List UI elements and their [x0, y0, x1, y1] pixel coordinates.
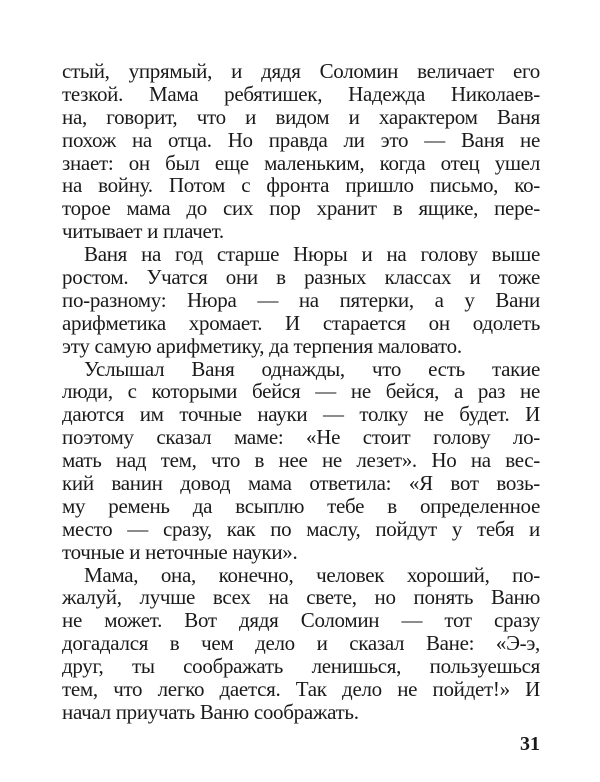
- page-number: 31: [520, 733, 540, 755]
- text-line: Ваня на год старше Нюры и на голову выше: [84, 242, 540, 267]
- text-line: эту самую арифметику, да терпения маловато.: [62, 333, 462, 358]
- text-line: по-разному: Нюра — на пятерки, а у Вани: [62, 287, 540, 312]
- text-line: на войну. Потом с фронта пришло письмо, ко-: [62, 173, 540, 198]
- text-line: Услышал Ваня однажды, что есть такие: [84, 356, 540, 381]
- text-line: тем, что легко дается. Так дело не пойдет!» И: [62, 677, 540, 702]
- text-line: похож на отца. Но правда ли это — Ваня не: [62, 127, 540, 152]
- text-line: точные и неточные науки».: [62, 539, 298, 564]
- text-line: кий ванин довод мама ответила: «Я вот возь-: [62, 471, 540, 496]
- text-line: начал приучать Ваню соображать.: [62, 699, 359, 724]
- text-line: друг, ты соображать ленишься, пользуешься: [62, 654, 540, 679]
- text-line: место — сразу, как по маслу, пойдут у тебя и: [62, 516, 540, 541]
- text-line: тезкой. Мама ребятишек, Надежда Николаев-: [62, 81, 540, 106]
- text-line: мать над тем, что в нее не лезет». Но на вес-: [62, 448, 540, 473]
- text-line: арифметика хромает. И старается он одолеть: [62, 310, 540, 335]
- text-line: догадался в чем дело и сказал Ване: «Э-э,: [62, 631, 540, 656]
- text-line: жалуй, лучше всех на свете, но понять Ваню: [62, 585, 540, 610]
- page-text: [62, 60, 540, 724]
- text-line: стый, упрямый, и дядя Соломин величает его: [62, 59, 540, 83]
- text-line: му ремень да всыплю тебе в определенное: [62, 493, 540, 518]
- text-line: читывает и плачет.: [62, 219, 224, 244]
- text-line: на, говорит, что и видом и характером Ваня: [62, 104, 540, 129]
- text-line: ростом. Учатся они в разных классах и тоже: [62, 265, 540, 290]
- text-line: торое мама до сих пор хранит в ящике, пере-: [62, 196, 540, 221]
- text-line: знает: он был еще маленьким, когда отец ушел: [62, 150, 540, 175]
- text-line: не может. Вот дядя Соломин — тот сразу: [62, 608, 540, 633]
- text-line: люди, с которыми бейся — не бейся, а раз не: [62, 379, 540, 404]
- text-line: даются им точные науки — толку не будет. И: [62, 402, 540, 427]
- text-line: поэтому сказал маме: «Не стоит голову ло-: [62, 425, 540, 450]
- text-line: Мама, она, конечно, человек хороший, по-: [84, 562, 540, 587]
